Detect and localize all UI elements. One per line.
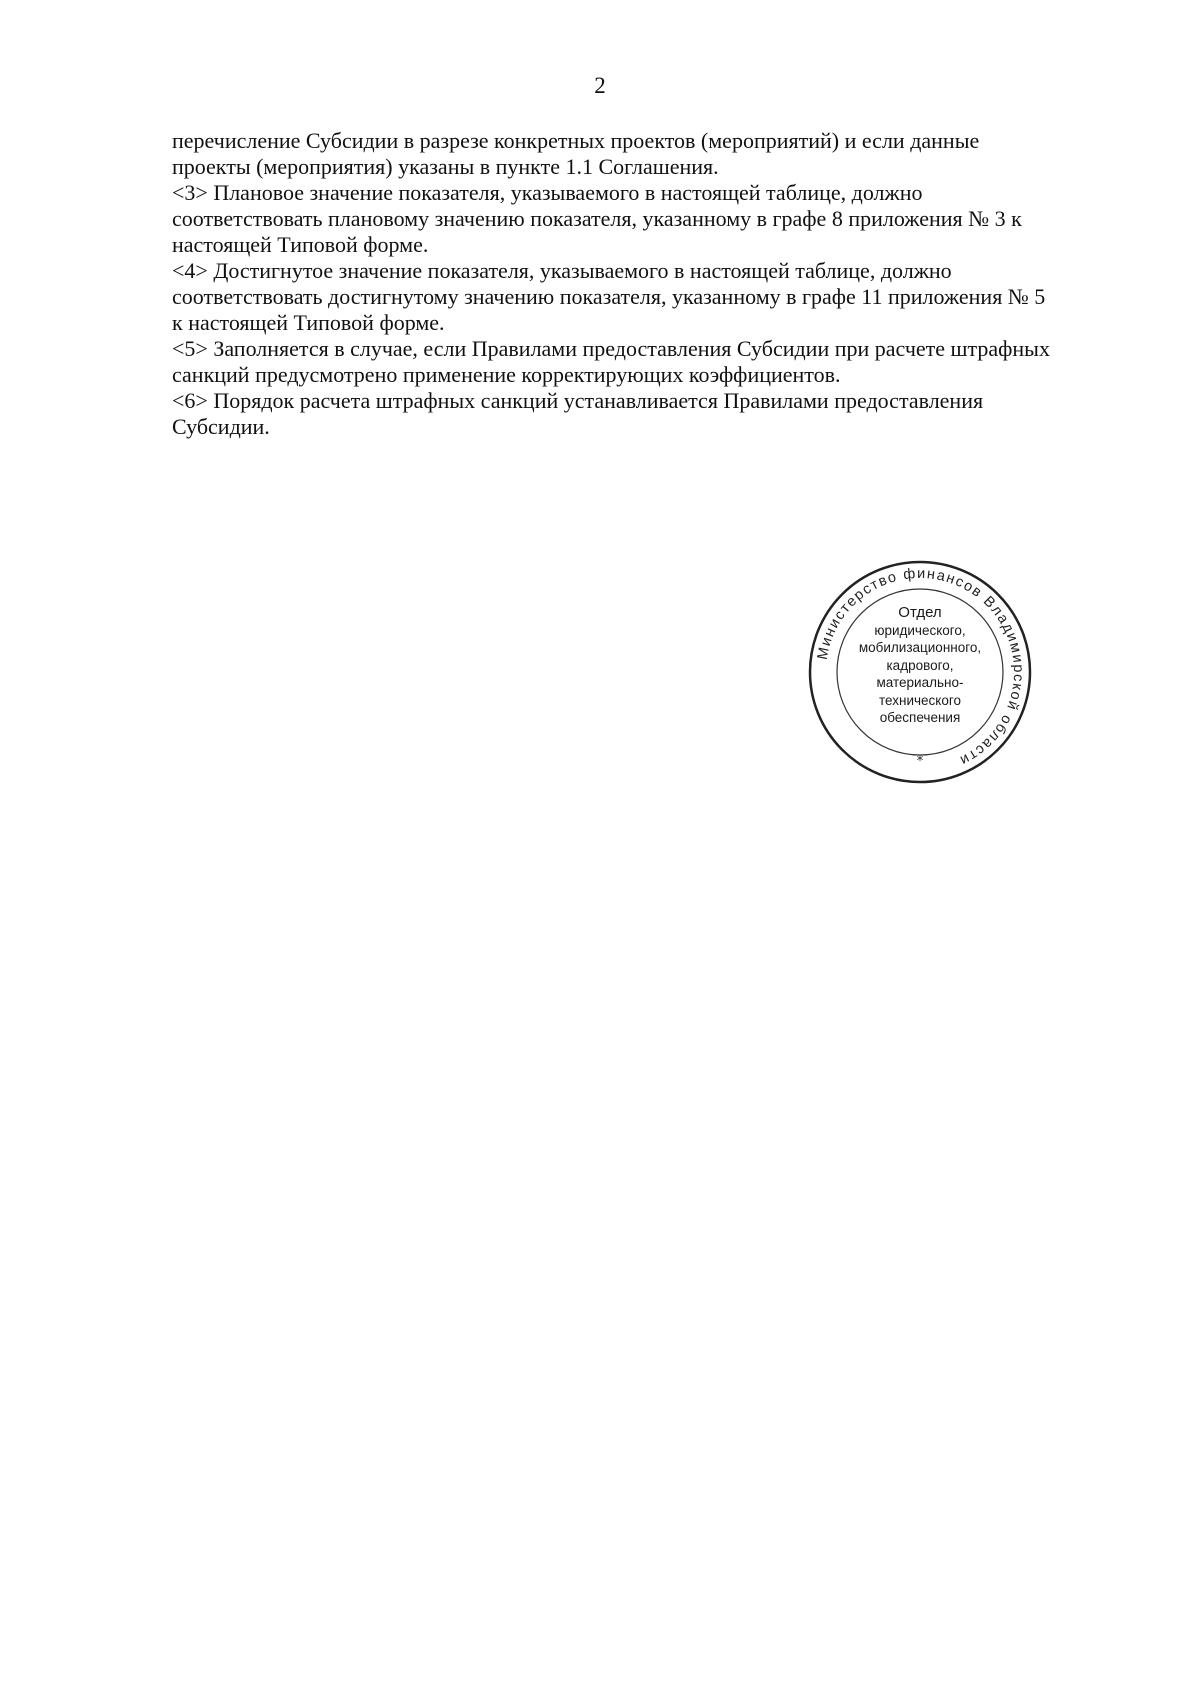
body-line: проекты (мероприятия) указаны в пункте 1.1 Соглашения. <box>172 154 719 179</box>
stamp-inner-line: мобилизационного, <box>858 640 982 655</box>
body-line: <6> Порядок расчета штрафных санкций устанавливается Правилами предоставления <box>172 388 984 413</box>
document-body <box>172 128 1152 440</box>
body-line: <3> Плановое значение показателя, указываемого в настоящей таблице, должно <box>172 180 923 205</box>
body-line: соответствовать достигнутому значению показателя, указанному в графе 11 приложения № 5 <box>172 284 1046 309</box>
page-number: 2 <box>594 73 606 98</box>
body-line: соответствовать плановому значению показателя, указанному в графе 8 приложения № 3 к <box>172 206 1022 231</box>
stamp-inner-line: юридического, <box>874 622 966 638</box>
body-line: санкций предусмотрено применение корректирующих коэффициентов. <box>172 362 841 387</box>
body-line: к настоящей Типовой форме. <box>172 310 445 335</box>
body-line: <4> Достигнутое значение показателя, указываемого в настоящей таблице, должно <box>172 258 952 283</box>
official-stamp <box>805 557 1035 787</box>
stamp-inner-line: кадрового, <box>886 657 954 673</box>
stamp-inner-line: обеспечения <box>879 710 961 725</box>
body-line: настоящей Типовой форме. <box>172 232 429 257</box>
stamp-ring-text: Министерство финансов Владимирской области <box>814 565 1027 769</box>
stamp-inner-text <box>845 604 995 727</box>
stamp-inner-line: материально- <box>876 675 964 690</box>
stamp-inner-line: технического <box>879 692 961 708</box>
stamp-inner-line: Отдел <box>898 604 942 621</box>
body-line: <5> Заполняется в случае, если Правилами предоставления Субсидии при расчете штрафных <box>172 336 1050 361</box>
body-line: перечисление Субсидии в разрезе конкретных проектов (мероприятий) и если данные <box>172 128 980 153</box>
stamp-star-icon: * <box>916 754 924 769</box>
body-line: Субсидии. <box>172 414 270 439</box>
